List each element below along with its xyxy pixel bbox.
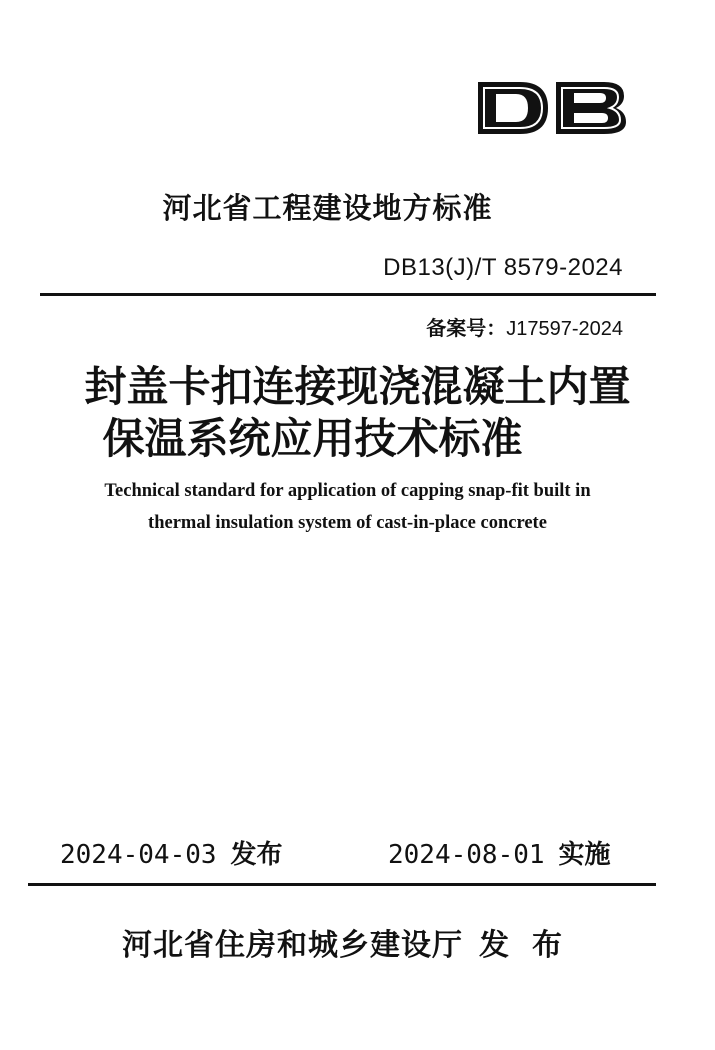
effective-label: 实施 [558, 840, 611, 870]
title-en-line-2: thermal insulation system of cast-in-place concrete [148, 513, 547, 533]
bottom-divider [28, 883, 656, 886]
issue-date: 2024-04-03 [60, 840, 217, 870]
db-logo [474, 78, 630, 138]
issuer-action-1: 发 [479, 928, 510, 963]
filing-label: 备案号： [426, 316, 507, 340]
effective-date: 2024-08-01 [388, 840, 545, 870]
issue-date-row [60, 834, 283, 871]
top-divider [40, 293, 656, 296]
title-cn-line-1: 封盖卡扣连接现浇混凝土内置 [84, 362, 631, 411]
effective-date-row [388, 834, 611, 871]
db-logo-letter-d [478, 82, 548, 134]
issuer-name: 河北省住房和城乡建设厅 [122, 928, 463, 963]
filing-value: J17597-2024 [506, 318, 623, 340]
issuer-action-2: 布 [532, 928, 563, 963]
standard-category: 河北省工程建设地方标准 [162, 191, 493, 225]
title-en-line-1: Technical standard for application of capping snap-fit built in [104, 481, 591, 501]
issuer [122, 920, 563, 964]
issue-label: 发布 [230, 840, 283, 870]
title-cn-line-2: 保温系统应用技术标准 [102, 414, 523, 463]
filing-number [426, 312, 623, 341]
standard-number: DB13(J)/T 8579-2024 [383, 254, 623, 281]
